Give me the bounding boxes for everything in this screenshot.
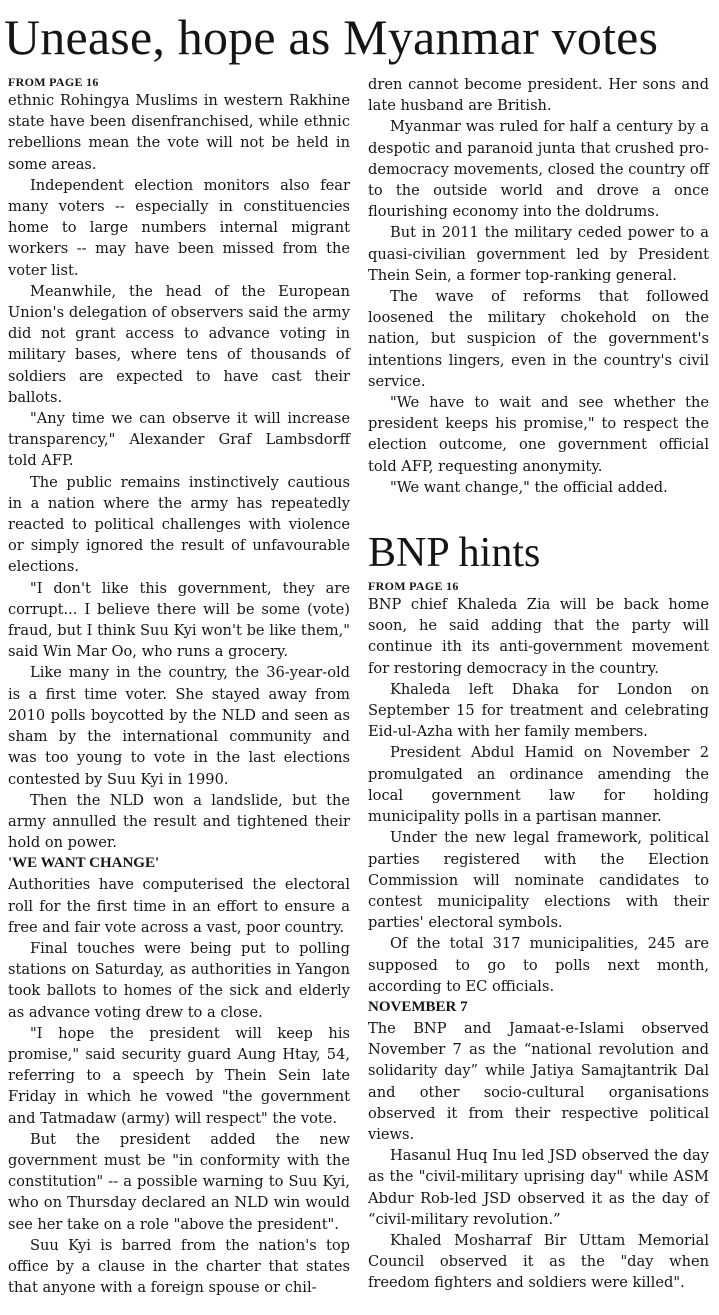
main-headline: Unease, hope as Myanmar votes — [4, 9, 659, 65]
right-column — [368, 74, 709, 1294]
paragraph: Under the new legal framework, political parties registered with the Election Commission will nominate candidates to contest municipality elections with their parties' electoral symbols. — [368, 829, 709, 932]
paragraph: BNP chief Khaleda Zia will be back home soon, he said adding that the party will continue ith its anti-government movement for restoring democracy in the country. — [368, 596, 709, 677]
paragraph: "We want change," the official added. — [390, 478, 668, 496]
paragraph: President Abdul Hamid on November 2 promulgated an ordinance amending the local government law for holding municipality polls in a partisan manner. — [368, 744, 709, 826]
paragraph: Khaled Mosharraf Bir Uttam Memorial Council observed it as the "day when freedom fighters and soldiers were killed". — [368, 1231, 709, 1292]
paragraph: But in 2011 the military ceded power to a quasi-civilian government led by President Thein Sein, a former top-ranking general. — [368, 224, 709, 284]
paragraph: "We have to wait and see whether the president keeps his promise," to respect the election outcome, one government official told AFP, requesting anonymity. — [368, 394, 709, 475]
myanmar-story-left-column — [8, 74, 350, 1298]
paragraph: The BNP and Jamaat-e-Islami observed November 7 as the “national revolution and solidarity day” while Jatiya Samajtantrik Dal and other socio-cultural organisations observed it from their respective political views. — [368, 1019, 709, 1143]
paragraph: "Any time we can observe it will increase transparency," Alexander Graf Lambsdorff told AFP. — [8, 410, 350, 470]
paragraph: Suu Kyi is barred from the nation's top office by a clause in the charter that states that anyone with a foreign spouse or chil- — [8, 1236, 350, 1297]
paragraph: Independent election monitors also fear many voters -- especially in constituencies home to large numbers internal migrant workers -- may have been missed from the voter list. — [8, 176, 350, 279]
myanmar-continuation: dren cannot become president. Her sons and late husband are British. — [368, 76, 709, 115]
paragraph: But the president added the new government must be "in conformity with the constitution" -- a possible warning to Suu Kyi, who on Thursday declared an NLD win would see her take on a role "above the president". — [8, 1130, 350, 1233]
bnp-headline: BNP hints — [368, 530, 541, 577]
paragraph: Meanwhile, the head of the European Union's delegation of observers said the army did not grant access to advance voting in military bases, where tens of thousands of soldiers are expected to have cast their ballots. — [8, 282, 350, 406]
paragraph: Final touches were being put to polling stations on Saturday, as authorities in Yangon took ballots to homes of the sick and elderly as advance voting drew to a close. — [8, 939, 350, 1021]
bnp-kicker: FROM PAGE 16 — [368, 579, 459, 594]
paragraph: Authorities have computerised the electoral roll for the first time in an effort to ensure a free and fair vote across a vast, poor country. — [8, 876, 350, 936]
paragraph: Hasanul Huq Inu led JSD observed the day as the "civil-military uprising day" while ASM Abdur Rob-led JSD observed it as the day of “civil-military revolution.” — [368, 1147, 709, 1228]
paragraph: "I hope the president will keep his promise," said security guard Aung Htay, 54, referring to a speech by Thein Sein late Friday in which he vowed "the government and Tatmadaw (army) will respect" the vote. — [8, 1024, 350, 1127]
paragraph: Then the NLD won a landslide, but the army annulled the result and tightened their hold on power. — [8, 791, 350, 852]
paragraph: ethnic Rohingya Muslims in western Rakhine state have been disenfranchised, while ethnic rebellions mean the vote will not be held in some areas. — [8, 92, 350, 173]
bnp-subhead: NOVEMBER 7 — [368, 998, 468, 1015]
paragraph: Like many in the country, the 36-year-old is a first time voter. She stayed away from 2010 polls boycotted by the NLD and seen as sham by the international community and was too young to vote in the last elections contested by Suu Kyi in 1990. — [8, 664, 350, 788]
myanmar-subhead: 'WE WANT CHANGE' — [8, 855, 160, 872]
paragraph: The public remains instinctively cautious in a nation where the army has repeatedly reacted to political challenges with violence or simply ignored the result of unfavourable elections. — [8, 473, 350, 576]
myanmar-kicker: FROM PAGE 16 — [8, 75, 99, 89]
paragraph: Myanmar was ruled for half a century by a despotic and paranoid junta that crushed pro-democracy movements, closed the country off to the outside world and drove a once flourishing economy into the doldrums. — [368, 118, 709, 221]
paragraph: The wave of reforms that followed loosened the military chokehold on the nation, but suspicion of the government's intentions lingers, even in the country's civil service. — [368, 288, 709, 390]
paragraph: Khaleda left Dhaka for London on September 15 for treatment and celebrating Eid-ul-Azha with her family members. — [368, 680, 709, 741]
paragraph: "I don't like this government, they are corrupt... I believe there will be some (vote) fraud, but I think Suu Kyi won't be like them," said Win Mar Oo, who runs a grocery. — [8, 579, 350, 661]
paragraph: Of the total 317 municipalities, 245 are supposed to go to polls next month, according to EC officials. — [368, 935, 709, 995]
